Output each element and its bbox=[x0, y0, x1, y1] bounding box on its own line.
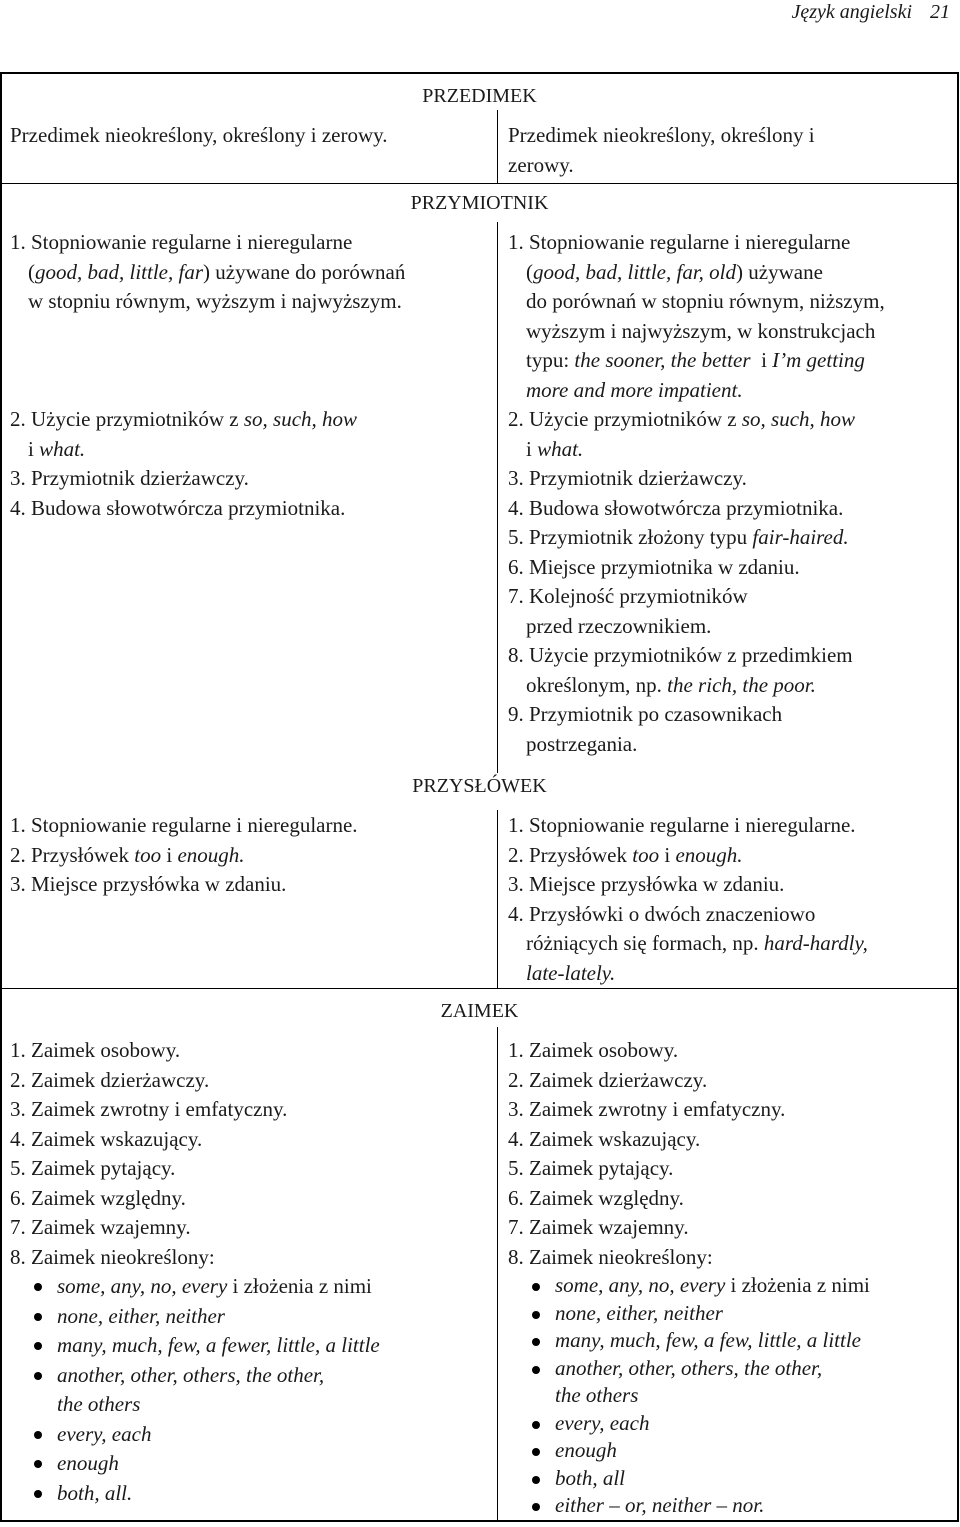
list-item: 3. Miejsce przysłówka w zdaniu. bbox=[10, 872, 287, 896]
list-item: 3. Zaimek zwrotny i emfatyczny. bbox=[10, 1097, 288, 1121]
column-divider bbox=[497, 810, 498, 988]
list-item: 2. Zaimek dzierżawczy. bbox=[10, 1067, 210, 1092]
list-item: 3. Przymiotnik dzierżawczy. bbox=[508, 466, 747, 490]
list-item: 5. Zaimek pytający. bbox=[508, 1156, 674, 1180]
table-border-bottom bbox=[0, 1520, 959, 1522]
list-item: 3. Przymiotnik dzierżawczy. bbox=[10, 466, 249, 490]
list-item: 4. Przysłówki o dwóch znaczeniowo bbox=[508, 901, 816, 926]
column-divider bbox=[497, 1027, 498, 1520]
list-item: 8. Zaimek nieokreślony: bbox=[10, 1244, 215, 1269]
list-item: 6. Miejsce przymiotnika w zdaniu. bbox=[508, 554, 800, 579]
list-item: 4. Zaimek wskazujący. bbox=[10, 1126, 203, 1151]
list-item: 6. Zaimek względny. bbox=[508, 1185, 684, 1210]
list-item-cont: i what. bbox=[526, 436, 584, 461]
list-item: 2. Przysłówek too i enough. bbox=[10, 842, 245, 867]
bullet-item: enough bbox=[10, 1449, 380, 1479]
table-border-top bbox=[0, 72, 959, 74]
bullet-item: every, each bbox=[508, 1410, 870, 1438]
bullet-item: some, any, no, every i złożenia z nimi bbox=[10, 1272, 380, 1302]
list-item: 2. Użycie przymiotników z so, such, how bbox=[10, 407, 358, 431]
list-item: 4. Budowa słowotwórcza przymiotnika. bbox=[508, 495, 844, 520]
list-item: 8. Zaimek nieokreślony: bbox=[508, 1244, 713, 1269]
list-item-cont: przed rzeczownikiem. bbox=[526, 613, 712, 638]
bullet-item-cont: the others bbox=[57, 1392, 141, 1416]
list-item: 1. Stopniowanie regularne i nieregularne bbox=[10, 230, 353, 254]
przymiotnik-left bbox=[10, 228, 405, 317]
list-item: 1. Zaimek osobowy. bbox=[10, 1038, 181, 1062]
list-item-cont: typu: the sooner, the better i I’m getting bbox=[526, 348, 865, 372]
right-bullet-list bbox=[508, 1272, 870, 1520]
section-heading-zaimek: ZAIMEK bbox=[440, 1000, 519, 1022]
list-item-cont: late-lately. bbox=[526, 960, 616, 985]
bullet-item-cont: the others bbox=[555, 1383, 639, 1407]
bullet-item: either – or, neither – nor. bbox=[508, 1492, 870, 1520]
bullet-item: another, other, others, the other, bbox=[508, 1355, 870, 1383]
bullet-item: some, any, no, every i złożenia z nimi bbox=[508, 1272, 870, 1300]
list-item: 7. Zaimek wzajemny. bbox=[508, 1215, 689, 1239]
bullet-item: another, other, others, the other, bbox=[10, 1361, 380, 1391]
list-item: 5. Przymiotnik złożony typu fair-haired. bbox=[508, 525, 849, 549]
list-item: 1. Stopniowanie regularne i nieregularne. bbox=[508, 813, 856, 837]
list-item: 1. Stopniowanie regularne i nieregularne. bbox=[10, 813, 358, 837]
section-heading-przymiotnik: PRZYMIOTNIK bbox=[410, 192, 549, 214]
list-item: 5. Zaimek pytający. bbox=[10, 1156, 176, 1180]
list-item-cont: (good, bad, little, far) używane do porównań bbox=[28, 259, 406, 284]
bullet-item: none, either, neither bbox=[508, 1300, 870, 1328]
section-heading-przedimek: PRZEDIMEK bbox=[422, 85, 537, 107]
list-item: 8. Użycie przymiotników z przedimkiem bbox=[508, 643, 853, 667]
list-item: 2. Użycie przymiotników z so, such, how bbox=[508, 407, 856, 431]
list-item-cont: do porównań w stopniu równym, niższym, bbox=[526, 289, 885, 313]
przedimek-right-line: Przedimek nieokreślony, określony i bbox=[508, 123, 815, 147]
column-divider bbox=[497, 222, 498, 773]
list-item: 4. Budowa słowotwórcza przymiotnika. bbox=[10, 495, 346, 520]
przymiotnik-left-2 bbox=[10, 405, 357, 523]
section-divider bbox=[0, 988, 959, 989]
przedimek-right bbox=[508, 121, 815, 180]
header-title: Język angielski bbox=[791, 1, 912, 23]
przymiotnik-right bbox=[508, 228, 885, 759]
list-item-cont: w stopniu równym, wyższym i najwyższym. bbox=[28, 289, 402, 313]
page-number: 21 bbox=[930, 1, 950, 23]
section-divider bbox=[0, 183, 959, 184]
list-item: 2. Zaimek dzierżawczy. bbox=[508, 1067, 708, 1092]
przedimek-right-line: zerowy. bbox=[508, 152, 574, 177]
bullet-item: many, much, few, a few, little, a little bbox=[508, 1327, 870, 1355]
bullet-item: many, much, few, a fewer, little, a little bbox=[10, 1331, 380, 1361]
przyslowek-left bbox=[10, 811, 358, 900]
list-item-cont: określonym, np. the rich, the poor. bbox=[526, 672, 816, 697]
list-item: 7. Kolejność przymiotników bbox=[508, 584, 748, 608]
list-item-cont: różniących się formach, np. hard-hardly, bbox=[526, 931, 868, 955]
zaimek-right bbox=[508, 1036, 870, 1520]
list-item: 3. Zaimek zwrotny i emfatyczny. bbox=[508, 1097, 786, 1121]
list-item-cont: postrzegania. bbox=[526, 731, 638, 756]
bullet-item: both, all bbox=[508, 1465, 870, 1493]
list-item: 4. Zaimek wskazujący. bbox=[508, 1126, 701, 1151]
list-item: 1. Stopniowanie regularne i nieregularne bbox=[508, 230, 851, 254]
list-item: 1. Zaimek osobowy. bbox=[508, 1038, 679, 1062]
list-item: 9. Przymiotnik po czasownikach bbox=[508, 702, 783, 726]
list-item: 7. Zaimek wzajemny. bbox=[10, 1215, 191, 1239]
list-item-cont: (good, bad, little, far, old) używane bbox=[526, 259, 823, 284]
list-item: 2. Przysłówek too i enough. bbox=[508, 842, 743, 867]
curriculum-table bbox=[0, 72, 959, 1522]
bullet-item: every, each bbox=[10, 1420, 380, 1450]
bullet-item: none, either, neither bbox=[10, 1302, 380, 1332]
przedimek-left: Przedimek nieokreślony, określony i zerowy. bbox=[10, 123, 388, 147]
list-item: 6. Zaimek względny. bbox=[10, 1185, 186, 1210]
przyslowek-right bbox=[508, 811, 868, 988]
list-item-cont: more and more impatient. bbox=[526, 377, 743, 402]
page-header bbox=[792, 1, 951, 24]
list-item: 3. Miejsce przysłówka w zdaniu. bbox=[508, 872, 785, 896]
section-heading-przyslowek: PRZYSŁÓWEK bbox=[412, 775, 547, 797]
zaimek-left bbox=[10, 1036, 380, 1508]
list-item-cont: wyższym i najwyższym, w konstrukcjach bbox=[526, 318, 876, 343]
bullet-item: both, all. bbox=[10, 1479, 380, 1509]
column-divider bbox=[497, 110, 498, 183]
bullet-item: enough bbox=[508, 1437, 870, 1465]
list-item-cont: i what. bbox=[28, 436, 86, 461]
